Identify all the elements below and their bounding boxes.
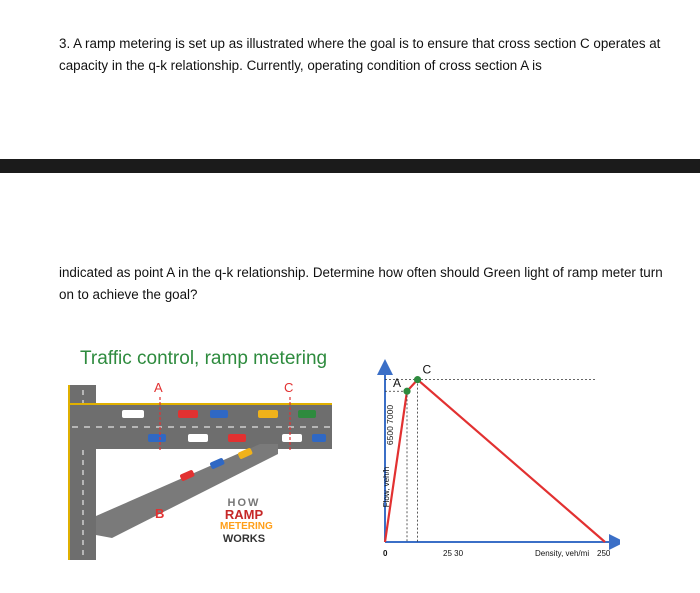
ramp-metering-figure [60,340,620,580]
point-a [403,388,410,395]
section-label-c: C [284,380,294,395]
x-tick-label-250: 250 [597,549,611,558]
page-divider [0,159,700,173]
question-paragraph-2: indicated as point A in the q-k relationship. Determine how often should Green light of ramp meter turn on to achieve the goal? [59,265,663,302]
point-label-a: A [393,376,402,391]
how-ramp-metering-works-logo: HOW RAMP METERING WORKS [220,497,273,545]
x-tick-label-0: 0 [383,549,388,558]
point-label-c: C [422,362,432,377]
figure-title: Traffic control, ramp metering [80,348,328,369]
section-label-b: B [155,506,165,521]
question-paragraph-1: 3. A ramp metering is set up as illustrated where the goal is to ensure that cross section C operates at capacity in the q-k relationship. Currently, operating condition of cross section A is [59,36,661,73]
y-axis-label: Flow, veh/h [382,466,391,508]
qk-chart [365,355,620,570]
y-axis-tick-labels: 6500 7000 [385,404,395,446]
qk-curve [385,380,605,542]
x-tick-label-25-30: 25 30 [443,549,464,558]
section-label-a: A [154,380,163,395]
ramp-illustration [60,340,350,570]
x-axis-label: Density, veh/mi [535,549,590,558]
point-c [414,376,421,383]
